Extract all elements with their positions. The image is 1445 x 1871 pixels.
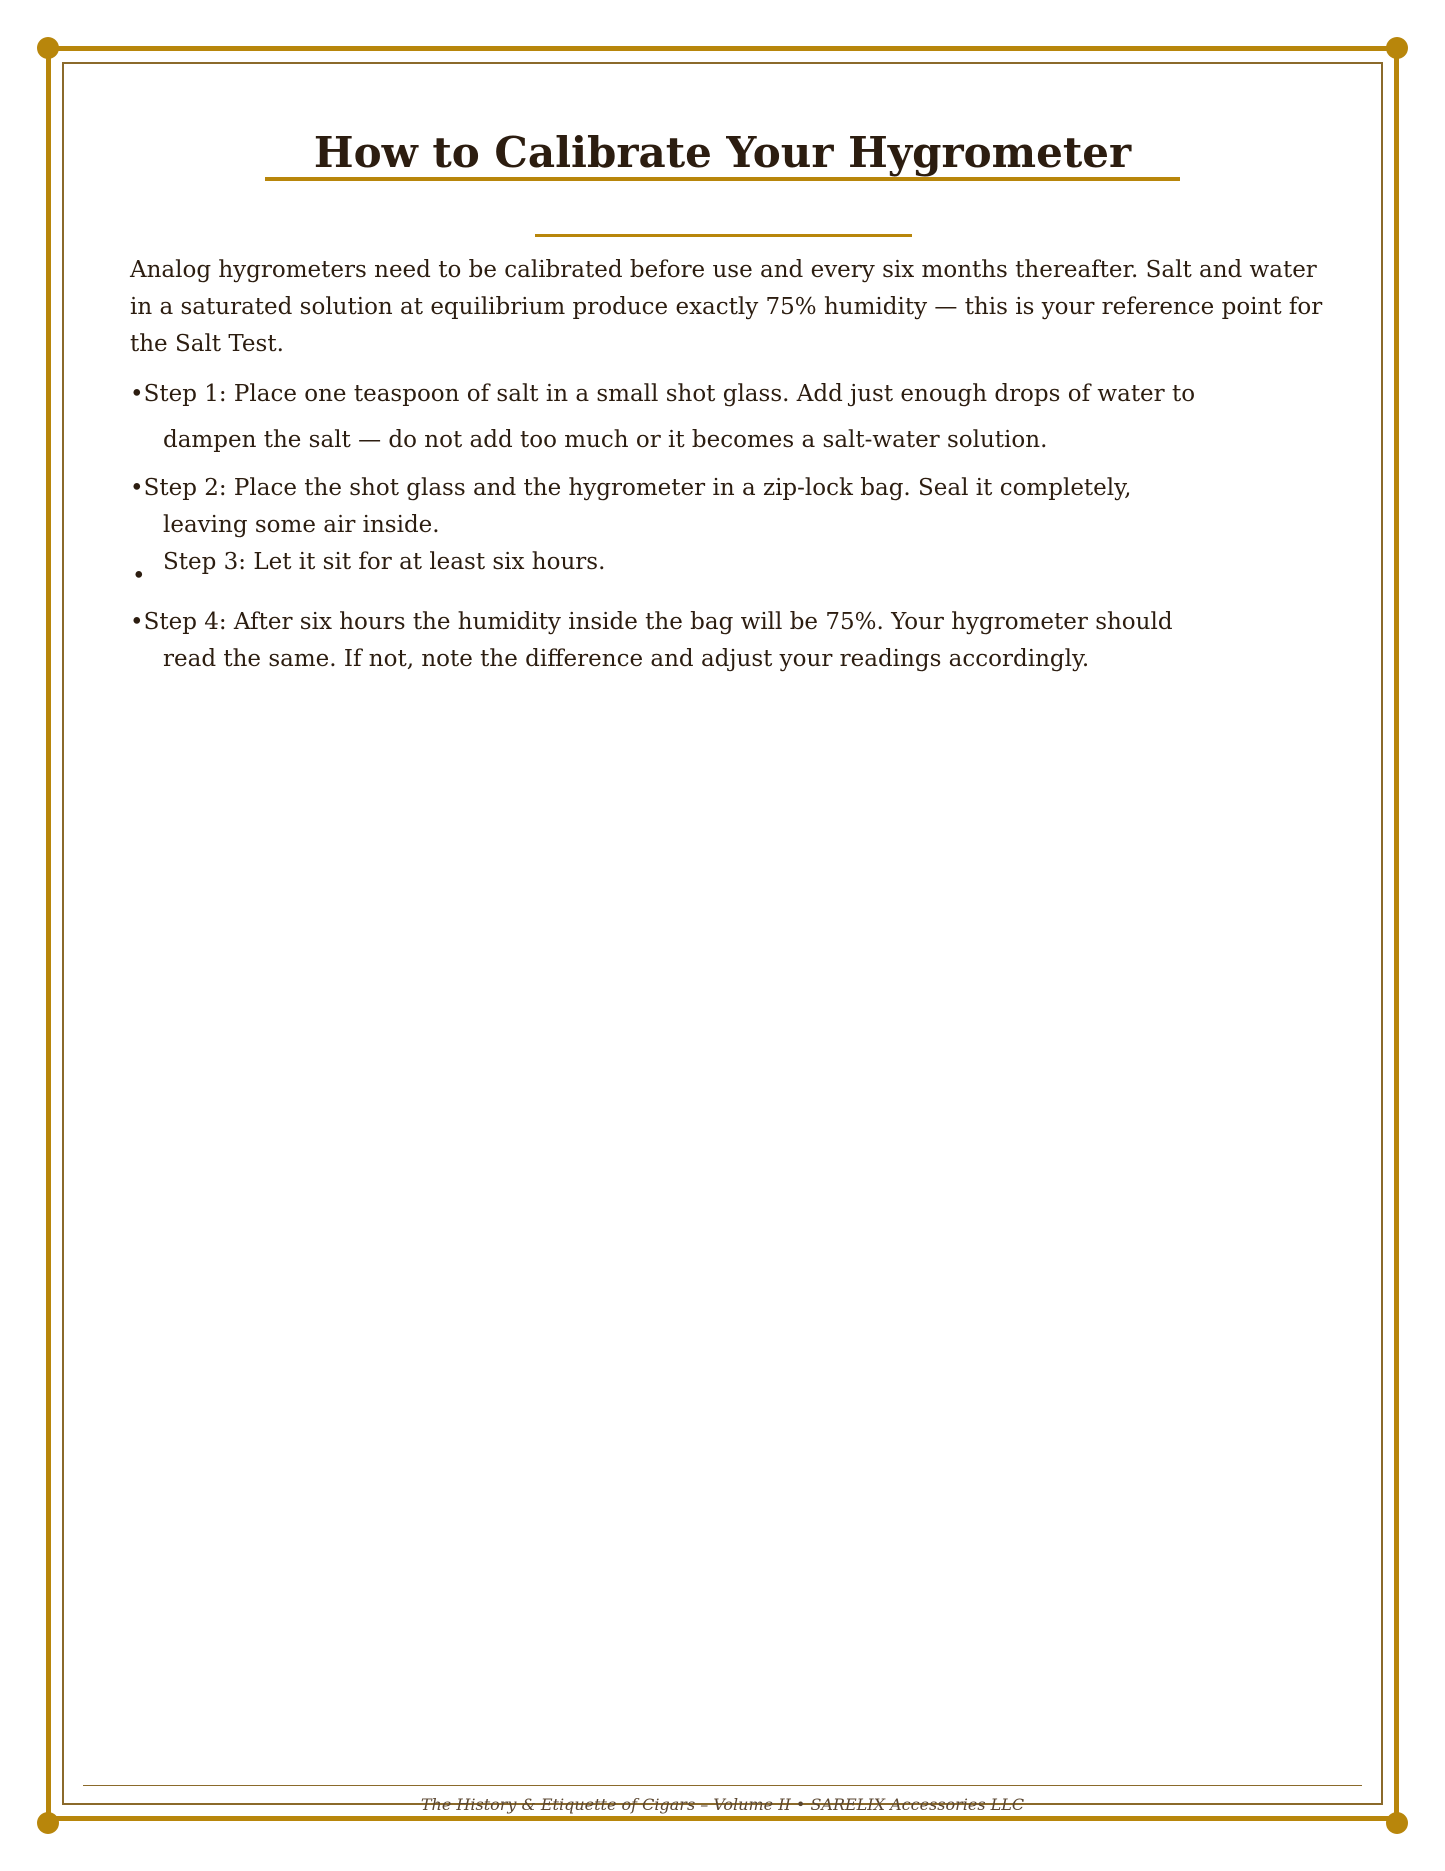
corner-ornament-top-left: [37, 37, 59, 59]
step-3-text: Step 3: Let it sit for at least six hours.: [163, 549, 606, 575]
list-item-step-3: [130, 544, 1330, 589]
corner-ornament-top-right: [1386, 37, 1408, 59]
title-divider-rule: [535, 234, 912, 237]
step-2-continuation: leaving some air inside.: [163, 512, 440, 538]
list-item-step-1: [130, 376, 1330, 459]
footer-divider: [83, 1785, 1362, 1786]
step-4-continuation: read the same. If not, note the difference and adjust your readings accordingly.: [163, 646, 1090, 672]
bullet-icon: •: [130, 381, 144, 407]
page-title: How to Calibrate Your Hygrometer: [313, 128, 1132, 177]
title-underline: [265, 177, 1180, 181]
list-item-step-2: [130, 470, 1330, 544]
page-footer: The History & Etiquette of Cigars – Volume II • SARELIX Accessories LLC: [420, 1795, 1025, 1814]
step-1-line-1: Step 1: Place one teaspoon of salt in a small shot glass. Add just enough drops of water to: [143, 381, 1196, 407]
list-item-step-4: [130, 604, 1330, 678]
corner-ornament-bottom-left: [37, 1812, 59, 1834]
bullet-icon: •: [130, 609, 144, 635]
bullet-icon: •: [130, 475, 144, 501]
intro-paragraph: Analog hygrometers need to be calibrated before use and every six months thereafter. Salt and water in a saturated solution at equilibrium produce exactly 75% humidity — this is your reference point for the Salt Test.: [130, 257, 1323, 357]
step-4-line-1: Step 4: After six hours the humidity inside the bag will be 75%. Your hygrometer should: [143, 609, 1173, 635]
step-2-line-1: Step 2: Place the shot glass and the hygrometer in a zip-lock bag. Seal it completely,: [143, 475, 1132, 501]
step-1-continuation: dampen the salt — do not add too much or it becomes a salt-water solution.: [163, 427, 1048, 453]
corner-ornament-bottom-right: [1386, 1812, 1408, 1834]
bullet-icon: •: [132, 563, 146, 589]
